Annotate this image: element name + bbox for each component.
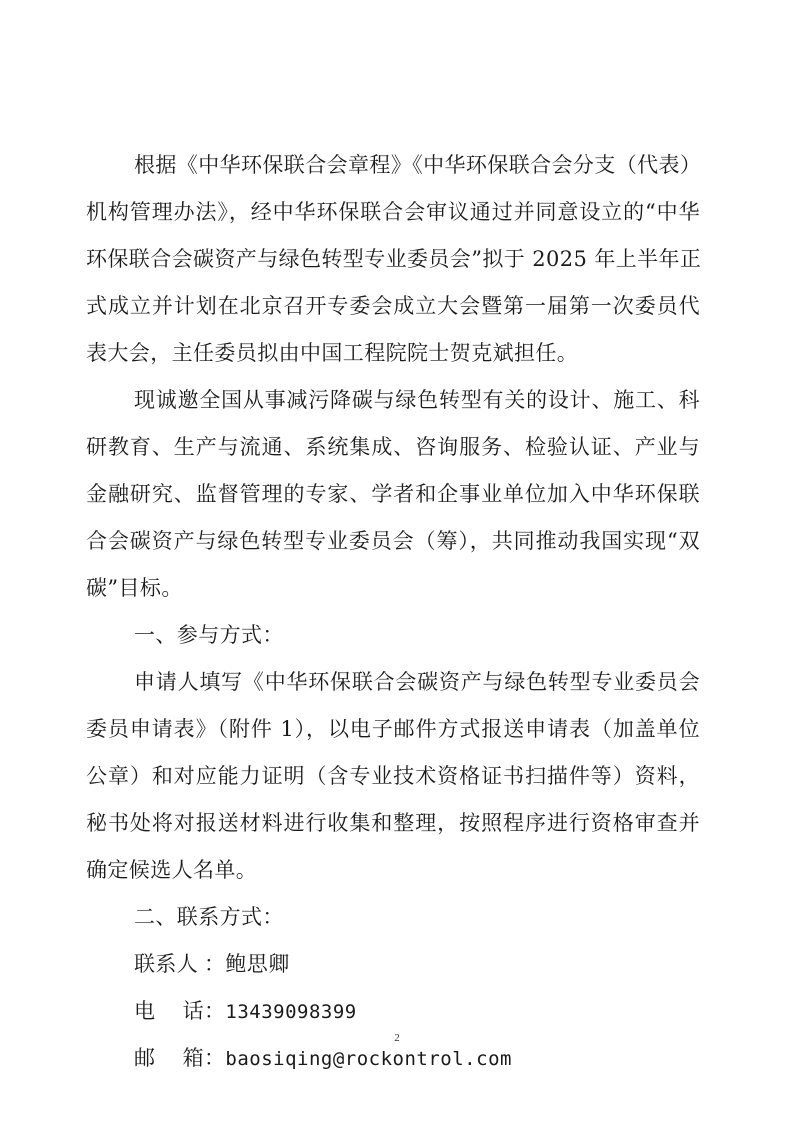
contact-email-row — [134, 1046, 512, 1071]
contact-email-value[interactable]: baosiqing@rockontrol.com — [225, 1048, 512, 1070]
contact-phone-value: 13439098399 — [225, 1001, 357, 1023]
contact-person-row — [134, 952, 290, 976]
contact-person-separator: ： — [204, 952, 226, 976]
paragraph-1-line-5: 表大会，主任委员拟由中国工程院院士贺克斌担任。 — [86, 341, 579, 365]
contact-email-label: 邮箱 — [134, 1046, 204, 1070]
paragraph-1-line-3: 环保联合会碳资产与绿色转型专业委员会”拟于 2025 年上半年正 — [86, 247, 702, 271]
paragraph-3-line-4: 秘书处将对报送材料进行收集和整理，按照程序进行资格审查并 — [86, 811, 700, 835]
contact-person-label: 联系人 — [134, 952, 199, 976]
contact-person-value: 鲍思卿 — [225, 952, 290, 976]
contact-phone-label: 电话 — [134, 999, 204, 1023]
paragraph-2-line-5: 碳”目标。 — [86, 576, 183, 600]
contact-phone-row — [134, 999, 357, 1024]
paragraph-1-line-2: 机构管理办法》，经中华环保联合会审议通过并同意设立的“中华 — [86, 200, 700, 224]
page-number: 2 — [394, 1032, 400, 1044]
section-1-heading: 一、参与方式： — [134, 623, 284, 647]
contact-phone-separator: ： — [204, 999, 226, 1023]
paragraph-3-line-3: 公章）和对应能力证明（含专业技术资格证书扫描件等）资料， — [86, 764, 700, 788]
paragraph-3-line-5: 确定候选人名单。 — [86, 858, 258, 882]
contact-email-separator: ： — [204, 1046, 226, 1070]
paragraph-1-line-4: 式成立并计划在北京召开专委会成立大会暨第一届第一次委员代 — [86, 294, 700, 318]
paragraph-1-line-1: 根据《中华环保联合会章程》《中华环保联合会分支（代表） — [134, 153, 702, 177]
paragraph-2-line-1: 现诚邀全国从事减污降碳与绿色转型有关的设计、施工、科 — [134, 388, 700, 412]
paragraph-2-line-3: 金融研究、监督管理的专家、学者和企事业单位加入中华环保联 — [86, 482, 700, 506]
paragraph-3-line-2: 委员申请表》（附件 1），以电子邮件方式报送申请表（加盖单位 — [86, 717, 700, 741]
paragraph-2-line-4: 合会碳资产与绿色转型专业委员会（筹），共同推动我国实现“双 — [86, 529, 700, 553]
section-2-heading: 二、联系方式： — [134, 905, 284, 929]
paragraph-3-line-1: 申请人填写《中华环保联合会碳资产与绿色转型专业委员会 — [134, 670, 700, 694]
paragraph-2-line-2: 研教育、生产与流通、系统集成、咨询服务、检验认证、产业与 — [86, 435, 700, 459]
